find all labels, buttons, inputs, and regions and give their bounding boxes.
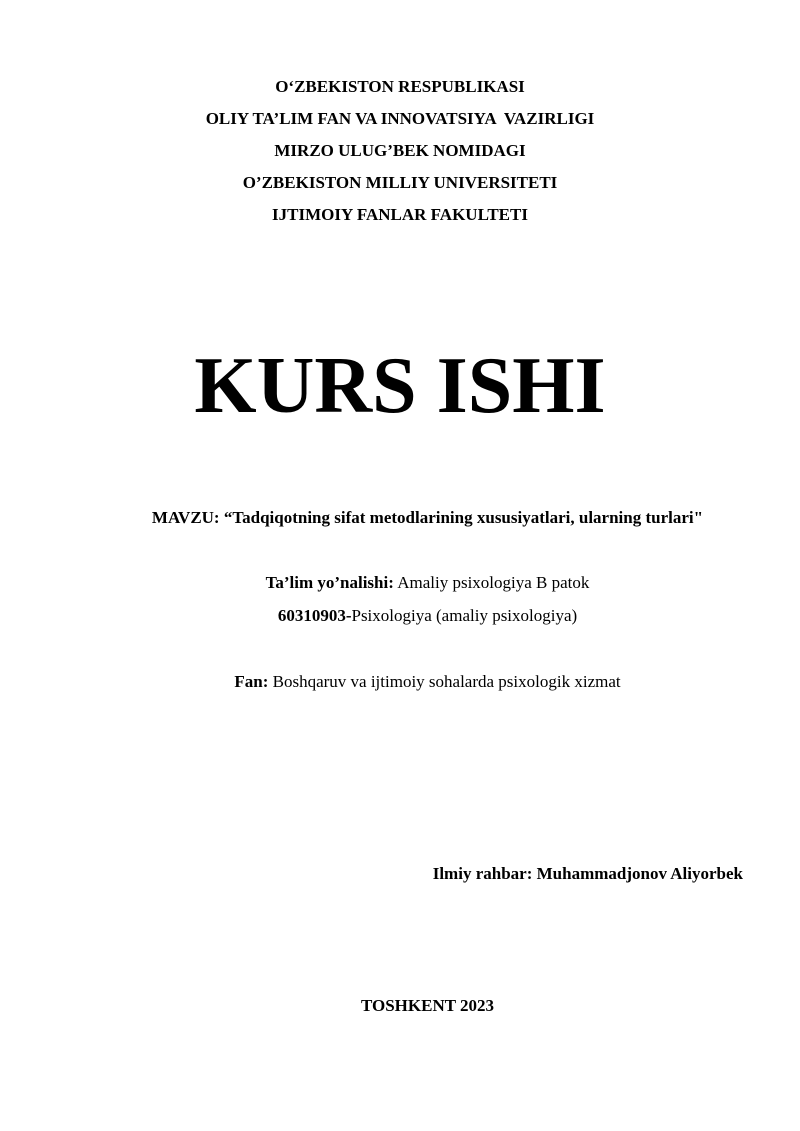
direction-label: Ta’lim yo’nalishi: [265, 573, 394, 592]
direction-line [0, 573, 800, 593]
topic-value: “Tadqiqotning sifat metodlarining xususiyatlari, ularning turlari" [223, 508, 704, 527]
subject-value: Boshqaruv va ijtimoiy sohalarda psixologik xizmat [272, 672, 621, 691]
direction-value: Amaliy psixologiya B patok [397, 573, 590, 592]
supervisor-label: Ilmiy rahbar: [432, 864, 533, 883]
header-named-after: MIRZO ULUG’BEK NOMIDAGI [274, 141, 526, 160]
supervisor-name: Muhammadjonov Aliyorbek [536, 864, 743, 883]
specialty-name: Psixologiya (amaliy psixologiya) [351, 606, 578, 625]
document-type-title: KURS ISHI [194, 342, 606, 430]
subject-label: Fan: [234, 672, 269, 691]
subject-line [0, 672, 800, 692]
city-year: TOSHKENT 2023 [360, 996, 495, 1015]
header-university: O’ZBEKISTON MILLIY UNIVERSITETI [242, 173, 558, 192]
header-republic: O‘ZBEKISTON RESPUBLIKASI [275, 77, 525, 96]
topic-line [0, 508, 800, 528]
header-faculty: IJTIMOIY FANLAR FAKULTETI [272, 205, 528, 224]
header-ministry: OLIY TA’LIM FAN VA INNOVATSIYA VAZIRLIGI [205, 109, 595, 128]
specialty-code: 60310903- [277, 606, 352, 625]
topic-label: MAVZU: [151, 508, 220, 527]
specialty-line [0, 606, 800, 626]
supervisor-line [433, 864, 743, 884]
